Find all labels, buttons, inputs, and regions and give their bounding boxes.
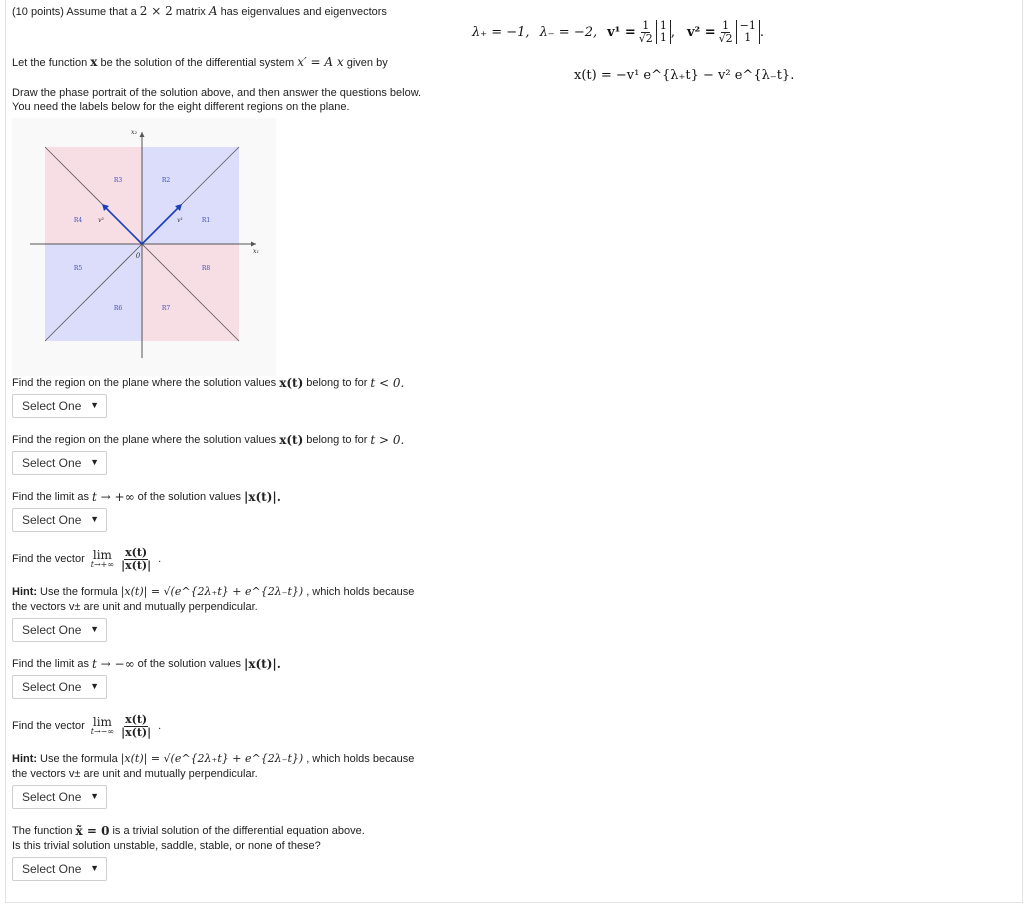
question-2: Find the region on the plane where the solution values x(t) belong to for t > 0. — [12, 433, 405, 447]
matrix-word: matrix — [175, 6, 206, 18]
phase-portrait-svg — [12, 118, 276, 376]
question-4: Find the vector lim t→+∞ $\frac{x(t)}{|x(t)|}$ . — [12, 546, 162, 572]
q7-select[interactable]: Select One ▼ — [12, 857, 107, 881]
question-1: Find the region on the plane where the solution values x(t) belong to for t < 0. — [12, 376, 405, 390]
chevron-down-icon: ▼ — [90, 681, 99, 691]
chevron-down-icon: ▼ — [90, 791, 99, 801]
region-label-r7: R7 — [161, 305, 171, 312]
instructions-line2: You need the labels below for the eight different regions on the plane. — [12, 101, 350, 113]
lambda-minus: λ₋ = −2, — [539, 24, 598, 40]
limit-fraction: $\frac{x(t)}{|x(t)|}$ — [121, 546, 152, 572]
y-axis-arrow — [140, 132, 145, 137]
lambda-plus: λ₊ = −1, — [472, 24, 530, 40]
intro-tail: has eigenvalues and eigenvectors — [220, 6, 387, 18]
q6-select[interactable]: Select One ▼ — [12, 785, 107, 809]
region-label-r6: R6 — [113, 305, 123, 312]
origin-label: 0 — [135, 252, 141, 260]
chevron-down-icon: ▼ — [90, 514, 99, 524]
chevron-down-icon: ▼ — [90, 624, 99, 634]
solution-formula: x(t) = −v¹ e^{λ₊t} − v² e^{λ₋t}. — [574, 68, 795, 83]
hint-6: Hint: Use the formula |x(t)| = √(e^{2λ₊t} + e^{2λ₋t}) , which holds because — [12, 752, 415, 765]
x1-axis-label: x₁ — [252, 247, 260, 255]
matrix-name: A — [208, 4, 218, 18]
chevron-down-icon: ▼ — [90, 457, 99, 467]
region-label-r3: R3 — [113, 177, 123, 184]
phase-portrait — [12, 118, 276, 376]
v2-vector: −1 1 — [736, 20, 760, 44]
x-axis-arrow — [251, 242, 256, 247]
intro-line — [12, 4, 387, 18]
eigen-line: λ₊ = −1, λ₋ = −2, v¹ = $\frac{1}{√2}$ 1 1 , v² = $\frac{1}{√2}$ −1 1 . — [472, 19, 764, 45]
q1-select[interactable]: Select One ▼ — [12, 394, 107, 418]
limit-operator: lim t→+∞ — [90, 548, 115, 570]
q2-select[interactable]: Select One ▼ — [12, 451, 107, 475]
question-7-line2: Is this trivial solution unstable, saddle, stable, or none of these? — [12, 840, 321, 852]
chevron-down-icon: ▼ — [90, 400, 99, 410]
region-label-r4: R4 — [73, 217, 83, 224]
v1-label: v¹ = — [607, 24, 636, 40]
region-label-r5: R5 — [73, 265, 83, 272]
v1-vector: 1 1 — [656, 20, 671, 44]
hint-4-line2: the vectors v± are unit and mutually perpendicular. — [12, 601, 258, 613]
region-label-r1: R1 — [201, 217, 211, 224]
chevron-down-icon: ▼ — [90, 863, 99, 873]
hint-6-line2: the vectors v± are unit and mutually perpendicular. — [12, 768, 258, 780]
x2-axis-label: x₂ — [130, 128, 138, 136]
region-label-r2: R2 — [161, 177, 171, 184]
q3-select[interactable]: Select One ▼ — [12, 508, 107, 532]
limit-fraction: $\frac{x(t)}{|x(t)|}$ — [121, 713, 152, 739]
question-3: Find the limit as t → +∞ of the solution values |x(t)|. — [12, 490, 281, 504]
question-7: The function x̃ = 0 is a trivial solution of the differential equation above. — [12, 824, 365, 838]
let-line: Let the function x be the solution of the differential system x′ = A x given by — [12, 55, 388, 69]
v2-label: v² = — [686, 24, 716, 40]
v1-label: v¹ — [177, 217, 183, 224]
region-label-r8: R8 — [201, 265, 211, 272]
hint-4: Hint: Use the formula |x(t)| = √(e^{2λ₊t} + e^{2λ₋t}) , which holds because — [12, 585, 415, 598]
matrix-dims: 2 × 2 — [139, 4, 173, 18]
question-5: Find the limit as t → −∞ of the solution values |x(t)|. — [12, 657, 281, 671]
instructions-line1: Draw the phase portrait of the solution above, and then answer the questions below. — [12, 87, 422, 99]
question-6: Find the vector lim t→−∞ $\frac{x(t)}{|x(t)|}$ . — [12, 713, 162, 739]
v2-scale: $\frac{1}{√2}$ — [718, 19, 733, 45]
intro-points: (10 points) Assume that a — [12, 6, 137, 18]
v1-scale: $\frac{1}{√2}$ — [638, 19, 653, 45]
v2-label: v² — [98, 217, 104, 224]
q4-select[interactable]: Select One ▼ — [12, 618, 107, 642]
limit-operator: lim t→−∞ — [90, 715, 115, 737]
q5-select[interactable]: Select One ▼ — [12, 675, 107, 699]
